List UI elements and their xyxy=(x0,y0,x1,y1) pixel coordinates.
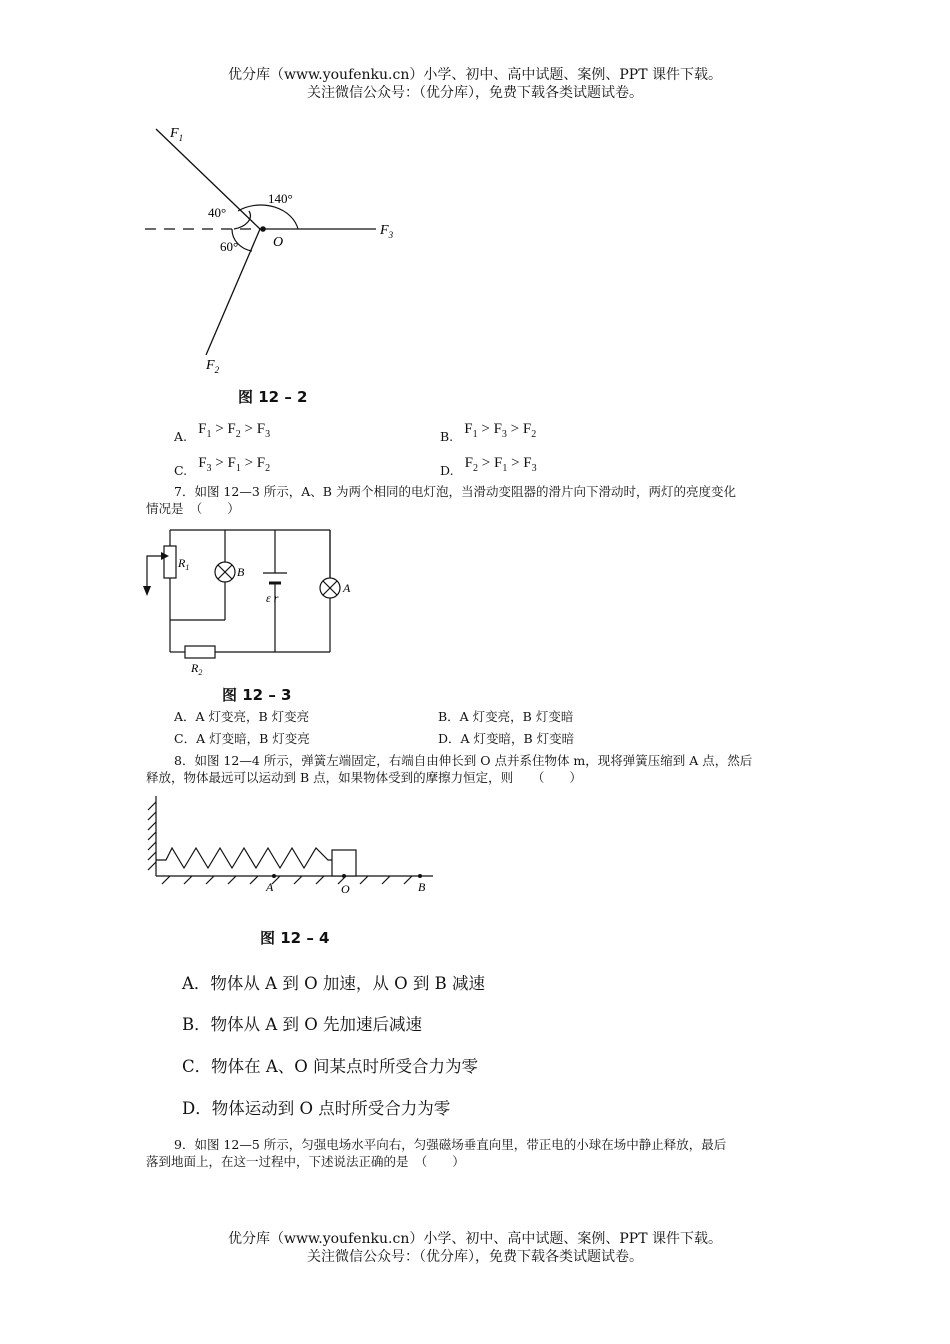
q6-option-d[interactable] xyxy=(440,452,537,478)
q7-option-a[interactable]: A．A 灯变亮，B 灯变亮 xyxy=(174,709,310,724)
q6-option-b[interactable] xyxy=(440,418,537,444)
figure-12-3-caption: 图 12 – 3 xyxy=(222,686,292,704)
label-lamp-a: A xyxy=(343,581,351,595)
label-f1: $F_1$ xyxy=(170,126,184,143)
q6-option-c[interactable] xyxy=(174,452,271,478)
lamp-b-icon xyxy=(215,562,235,582)
figure-12-2-caption: 图 12 – 2 xyxy=(238,388,308,406)
figure-12-4-spring-diagram xyxy=(140,790,440,902)
figure-12-4-caption: 图 12 – 4 xyxy=(260,929,330,947)
q8-question-line-2: 释放，物体最远可以运动到 B 点，如果物体受到的摩擦力恒定，则 （ ） xyxy=(146,770,582,785)
q8-option-b[interactable]: B．物体从 A 到 O 先加速后减速 xyxy=(182,1015,423,1034)
q6-option-c-letter: C. xyxy=(174,463,188,478)
q7-question-line-1: 7．如图 12—3 所示，A、B 为两个相同的电灯泡，当滑动变阻器的滑片向下滑动时，两灯的亮度变化 xyxy=(174,484,736,499)
q6-option-d-letter: D. xyxy=(440,463,454,478)
page-header xyxy=(0,66,950,102)
header-line-1: 优分库（www.youfenku.cn）小学、初中、高中试题、案例、PPT 课件下载。 xyxy=(227,67,722,83)
figure-12-2-force-diagram xyxy=(130,115,430,385)
resistor-r1 xyxy=(164,546,176,578)
q7-question-line-2: 情况是 （ ） xyxy=(146,501,240,516)
footer-line-1: 优分库（www.youfenku.cn）小学、初中、高中试题、案例、PPT 课件下载。 xyxy=(227,1231,722,1247)
q9-question-line-1: 9．如图 12—5 所示，匀强电场水平向右，匀强磁场垂直向里，带正电的小球在场中静止释放，最后 xyxy=(174,1137,727,1152)
label-r2: $R_2$ xyxy=(191,661,203,677)
point-b xyxy=(418,874,422,878)
q6-option-a-formula: $F_1 > F_2 > F_3$ xyxy=(198,421,271,440)
label-origin-o: O xyxy=(273,235,284,250)
q6-option-b-letter: B. xyxy=(440,429,454,444)
q8-option-a[interactable]: A．物体从 A 到 O 加速，从 O 到 B 减速 xyxy=(182,974,485,993)
slider-arrow-icon xyxy=(143,586,151,596)
label-emf-r: ε r xyxy=(266,591,279,605)
lamp-a-icon xyxy=(320,578,340,598)
spring xyxy=(156,848,332,868)
q8-option-d[interactable]: D．物体运动到 O 点时所受合力为零 xyxy=(182,1099,451,1118)
label-angle-60: 60° xyxy=(220,239,239,254)
origin-point xyxy=(260,226,266,232)
q8-question-line-1: 8．如图 12—4 所示，弹簧左端固定，右端自由伸长到 O 点并系住物体 m，现将弹簧压缩到 A 点，然后 xyxy=(174,753,753,768)
q7-option-d[interactable]: D．A 灯变暗，B 灯变暗 xyxy=(438,731,575,746)
block-mass-m xyxy=(332,850,356,876)
angle-arc-40 xyxy=(234,211,250,229)
label-f3: $F_3$ xyxy=(380,223,394,240)
point-a xyxy=(272,874,276,878)
label-f2: $F_2$ xyxy=(206,358,220,375)
label-point-o: O xyxy=(341,882,350,896)
page-footer xyxy=(0,1230,950,1266)
q6-option-a[interactable] xyxy=(174,418,271,444)
label-point-a: A xyxy=(266,880,274,894)
resistor-r2 xyxy=(185,646,215,658)
footer-line-2: 关注微信公众号：（优分库），免费下载各类试题试卷。 xyxy=(307,1249,643,1265)
q6-option-a-letter: A. xyxy=(174,429,188,444)
label-angle-140: 140° xyxy=(268,191,293,206)
q7-option-b[interactable]: B．A 灯变亮，B 灯变暗 xyxy=(438,709,574,724)
q6-option-c-formula: $F_3 > F_1 > F_2$ xyxy=(198,455,271,474)
label-angle-40: 40° xyxy=(208,205,227,220)
figure-12-3-circuit-diagram xyxy=(135,520,360,677)
label-r1: $R_1$ xyxy=(178,556,190,572)
q9-question-line-2: 落到地面上，在这一过程中，下述说法正确的是 （ ） xyxy=(146,1154,465,1169)
battery-icon xyxy=(263,573,287,583)
label-point-b: B xyxy=(418,880,426,894)
q8-option-c[interactable]: C．物体在 A、O 间某点时所受合力为零 xyxy=(182,1057,479,1076)
point-o xyxy=(342,874,346,878)
q6-option-b-formula: $F_1 > F_3 > F_2$ xyxy=(464,421,537,440)
header-line-2: 关注微信公众号：（优分库），免费下载各类试题试卷。 xyxy=(307,85,643,101)
q6-option-d-formula: $F_2 > F_1 > F_3$ xyxy=(464,455,537,474)
q7-option-c[interactable]: C．A 灯变暗，B 灯变亮 xyxy=(174,731,310,746)
label-lamp-b: B xyxy=(237,565,245,579)
